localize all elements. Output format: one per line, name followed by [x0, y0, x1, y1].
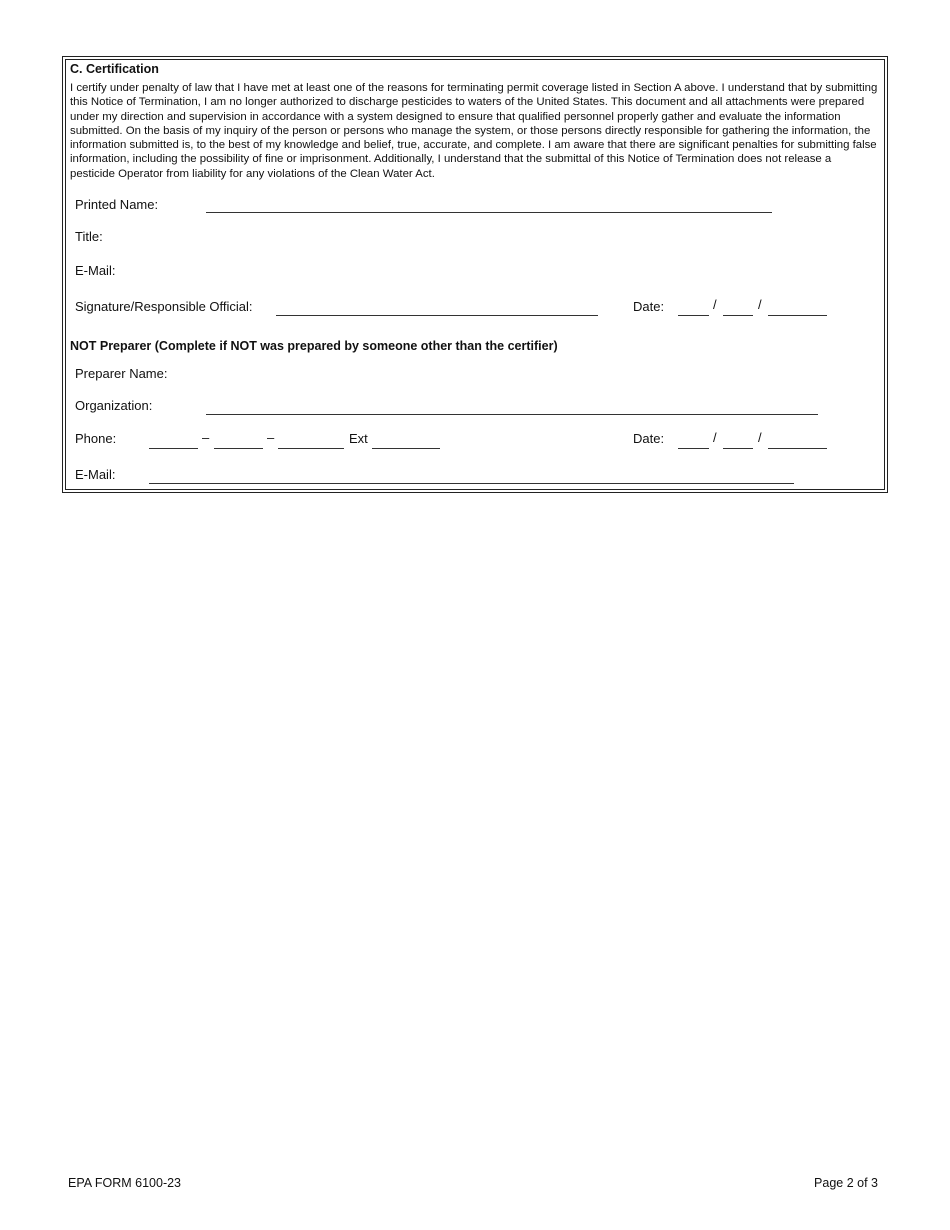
email-field[interactable] — [206, 279, 772, 280]
page-number: Page 2 of 3 — [814, 1176, 878, 1190]
email-label: E-Mail: — [75, 263, 116, 278]
date-separator: / — [758, 297, 762, 312]
preparer-date-month-field[interactable] — [678, 448, 709, 449]
form-id: EPA FORM 6100-23 — [68, 1176, 182, 1190]
section-title: C. Certification — [70, 62, 159, 76]
date-year-field[interactable] — [768, 315, 827, 316]
preparer-heading: NOT Preparer (Complete if NOT was prepared by someone other than the certifier) — [70, 339, 558, 353]
preparer-email-field[interactable] — [149, 483, 794, 484]
certification-statement: I certify under penalty of law that I have met at least one of the reasons for terminating permit coverage listed in Section A above. I understand that by submitting this Notice of Termination, I am no longer authorized to discharge pesticides to waters of the United States. This document and all attachments were prepared under my direction and supervision in accordance with a system designed to ensure that qualified personnel properly gather and evaluate the information submitted. On the basis of my inquiry of the person or persons who manage the system, or those persons directly responsible for gathering the information, the information submitted is, to the best of my knowledge and belief, true, accurate, and complete. I am aware that there are significant penalties for submitting false information, including the possibility of fine or imprisonment. Additionally, I understand that the submittal of this Notice of Termination does not release a pesticide Operator from liability for any violations of the Clean Water Act. — [70, 82, 878, 180]
phone-label: Phone: — [75, 431, 117, 446]
preparer-date-day-field[interactable] — [723, 448, 753, 449]
preparer-date-year-field[interactable] — [768, 448, 827, 449]
date-separator: / — [713, 297, 717, 312]
title-field[interactable] — [206, 245, 772, 246]
phone-area-code-field[interactable] — [149, 448, 198, 449]
preparer-email-label: E-Mail: — [75, 467, 116, 482]
preparer-date-label: Date: — [633, 431, 665, 446]
phone-separator: – — [267, 430, 275, 445]
preparer-date-separator: / — [758, 430, 762, 445]
phone-line-number-field[interactable] — [278, 448, 344, 449]
signature-label: Signature/Responsible Official: — [75, 299, 253, 314]
printed-name-label: Printed Name: — [75, 197, 159, 212]
preparer-date-separator: / — [713, 430, 717, 445]
title-label: Title: — [75, 229, 103, 244]
organization-label: Organization: — [75, 398, 153, 413]
phone-prefix-field[interactable] — [214, 448, 263, 449]
date-month-field[interactable] — [678, 315, 709, 316]
printed-name-field[interactable] — [206, 212, 772, 213]
date-day-field[interactable] — [723, 315, 753, 316]
preparer-name-field[interactable] — [206, 382, 818, 383]
signature-field[interactable] — [276, 315, 598, 316]
date-label: Date: — [633, 299, 665, 314]
preparer-name-label: Preparer Name: — [75, 366, 168, 381]
phone-ext-label: Ext — [349, 431, 368, 446]
organization-field[interactable] — [206, 414, 818, 415]
phone-ext-field[interactable] — [372, 448, 440, 449]
phone-separator: – — [202, 430, 210, 445]
